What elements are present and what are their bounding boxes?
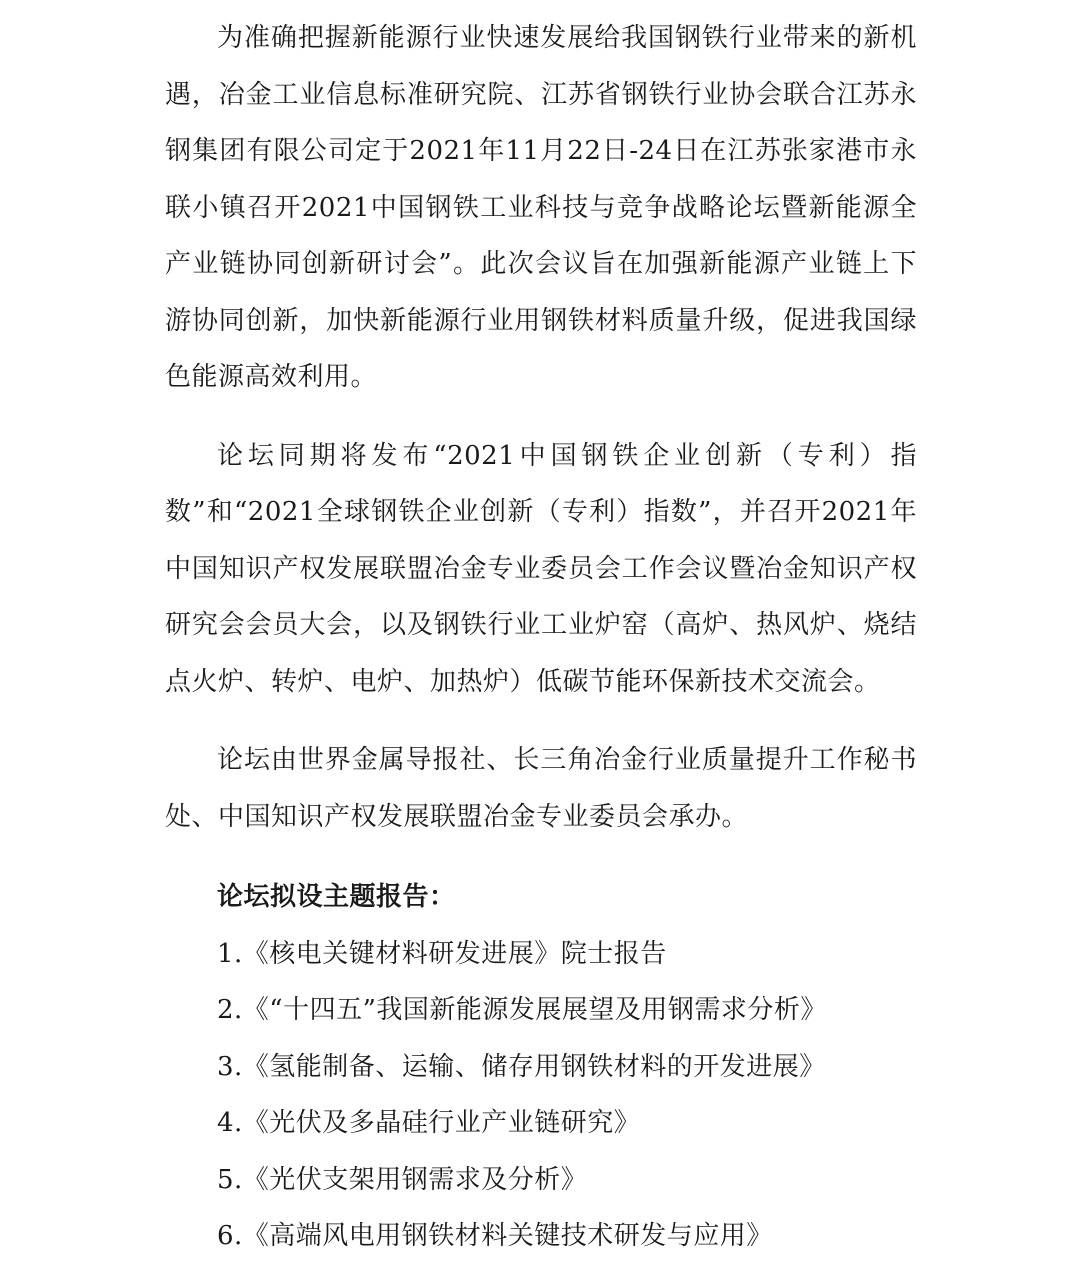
document-body xyxy=(165,10,917,1265)
release-paragraph: 论坛同期将发布“2021中国钢铁企业创新（专利）指数”和“2021全球钢铁企业创新（专利）指数”，并召开2021年中国知识产权发展联盟冶金专业委员会工作会议暨冶金知识产权研究会会员大会，以及钢铁行业工业炉窑（高炉、热风炉、烧结点火炉、转炉、电炉、加热炉）低碳节能环保新技术交流会。 xyxy=(165,440,917,697)
report-item: 5.《光伏支架用钢需求及分析》 xyxy=(217,1164,588,1195)
report-item: 2.《“十四五”我国新能源发展展望及用钢需求分析》 xyxy=(217,995,827,1025)
intro-paragraph: 为准确把握新能源行业快速发展给我国钢铁行业带来的新机遇，冶金工业信息标准研究院、江苏省钢铁行业协会联合江苏永钢集团有限公司定于2021年11月22日-24日在江苏张家港市永联小镇召开2021中国钢铁工业科技与竞争战略论坛暨新能源全产业链协同创新研讨会”。此次会议旨在加强新能源产业链上下游协同创新，加快新能源行业用钢铁材料质量升级，促进我国绿色能源高效利用。 xyxy=(165,23,917,392)
report-item: 3.《氢能制备、运输、储存用钢铁材料的开发进展》 xyxy=(217,1051,826,1082)
reports-list xyxy=(165,926,917,1265)
reports-heading: 论坛拟设主题报告： xyxy=(217,882,456,912)
report-item: 1.《核电关键材料研发进展》院士报告 xyxy=(217,938,667,969)
report-item: 4.《光伏及多晶硅行业产业链研究》 xyxy=(217,1108,641,1138)
report-item: 6.《高端风电用钢铁材料关键技术研发与应用》 xyxy=(217,1221,773,1251)
organizer-paragraph: 论坛由世界金属导报社、长三角冶金行业质量提升工作秘书处、中国知识产权发展联盟冶金专业委员会承办。 xyxy=(165,745,917,832)
